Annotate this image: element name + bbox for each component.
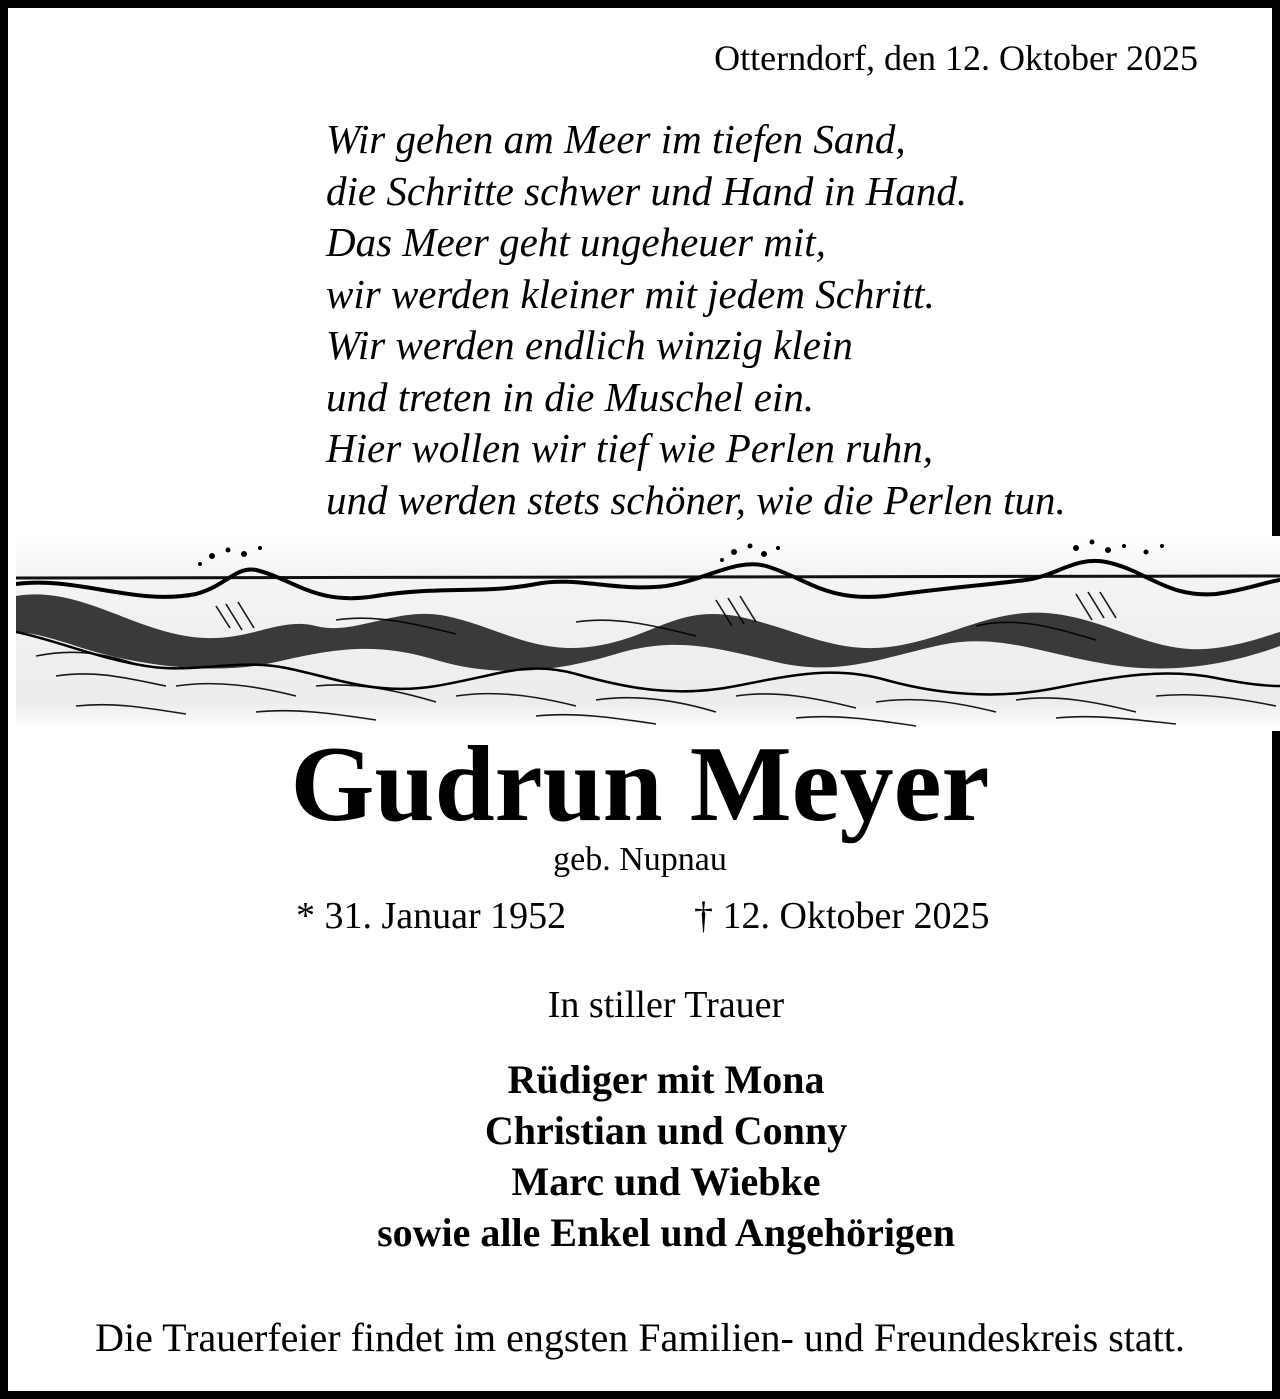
maiden-name: geb. Nupnau (553, 841, 727, 878)
ocean-waves-illustration (16, 536, 1280, 731)
poem-line: Wir werden endlich winzig klein (326, 322, 853, 368)
mourners-list (8, 1054, 1272, 1258)
poem-line: die Schritte schwer und Hand in Hand. (326, 167, 968, 214)
poem-line: Hier wollen wir tief wie Perlen ruhn, (326, 425, 933, 471)
poem-line: wir werden kleiner mit jedem Schritt. (326, 270, 935, 317)
mourner-line: Marc und Wiebke (511, 1159, 821, 1204)
mourner-line: Christian und Conny (484, 1108, 848, 1153)
poem-line: Wir gehen am Meer im tiefen Sand, (326, 116, 906, 162)
poem (326, 114, 1066, 526)
birth-date: * 31. Januar 1952 (296, 895, 567, 937)
poem-line: und werden stets schöner, wie die Perlen tun. (326, 476, 1066, 523)
mourner-line: Rüdiger mit Mona (507, 1057, 825, 1102)
poem-line: und treten in die Muschel ein. (326, 373, 815, 420)
place-date: Otterndorf, den 12. Oktober 2025 (714, 38, 1198, 78)
death-date: † 12. Oktober 2025 (694, 895, 990, 937)
poem-line: Das Meer geht ungeheuer mit, (326, 219, 826, 265)
mourner-line: sowie alle Enkel und Angehörigen (377, 1210, 955, 1255)
mourning-intro: In stiller Trauer (547, 984, 785, 1026)
deceased-name: Gudrun Meyer (290, 725, 990, 844)
funeral-note: Die Trauerfeier findet im engsten Familien- und Freundeskreis statt. (95, 1315, 1185, 1360)
